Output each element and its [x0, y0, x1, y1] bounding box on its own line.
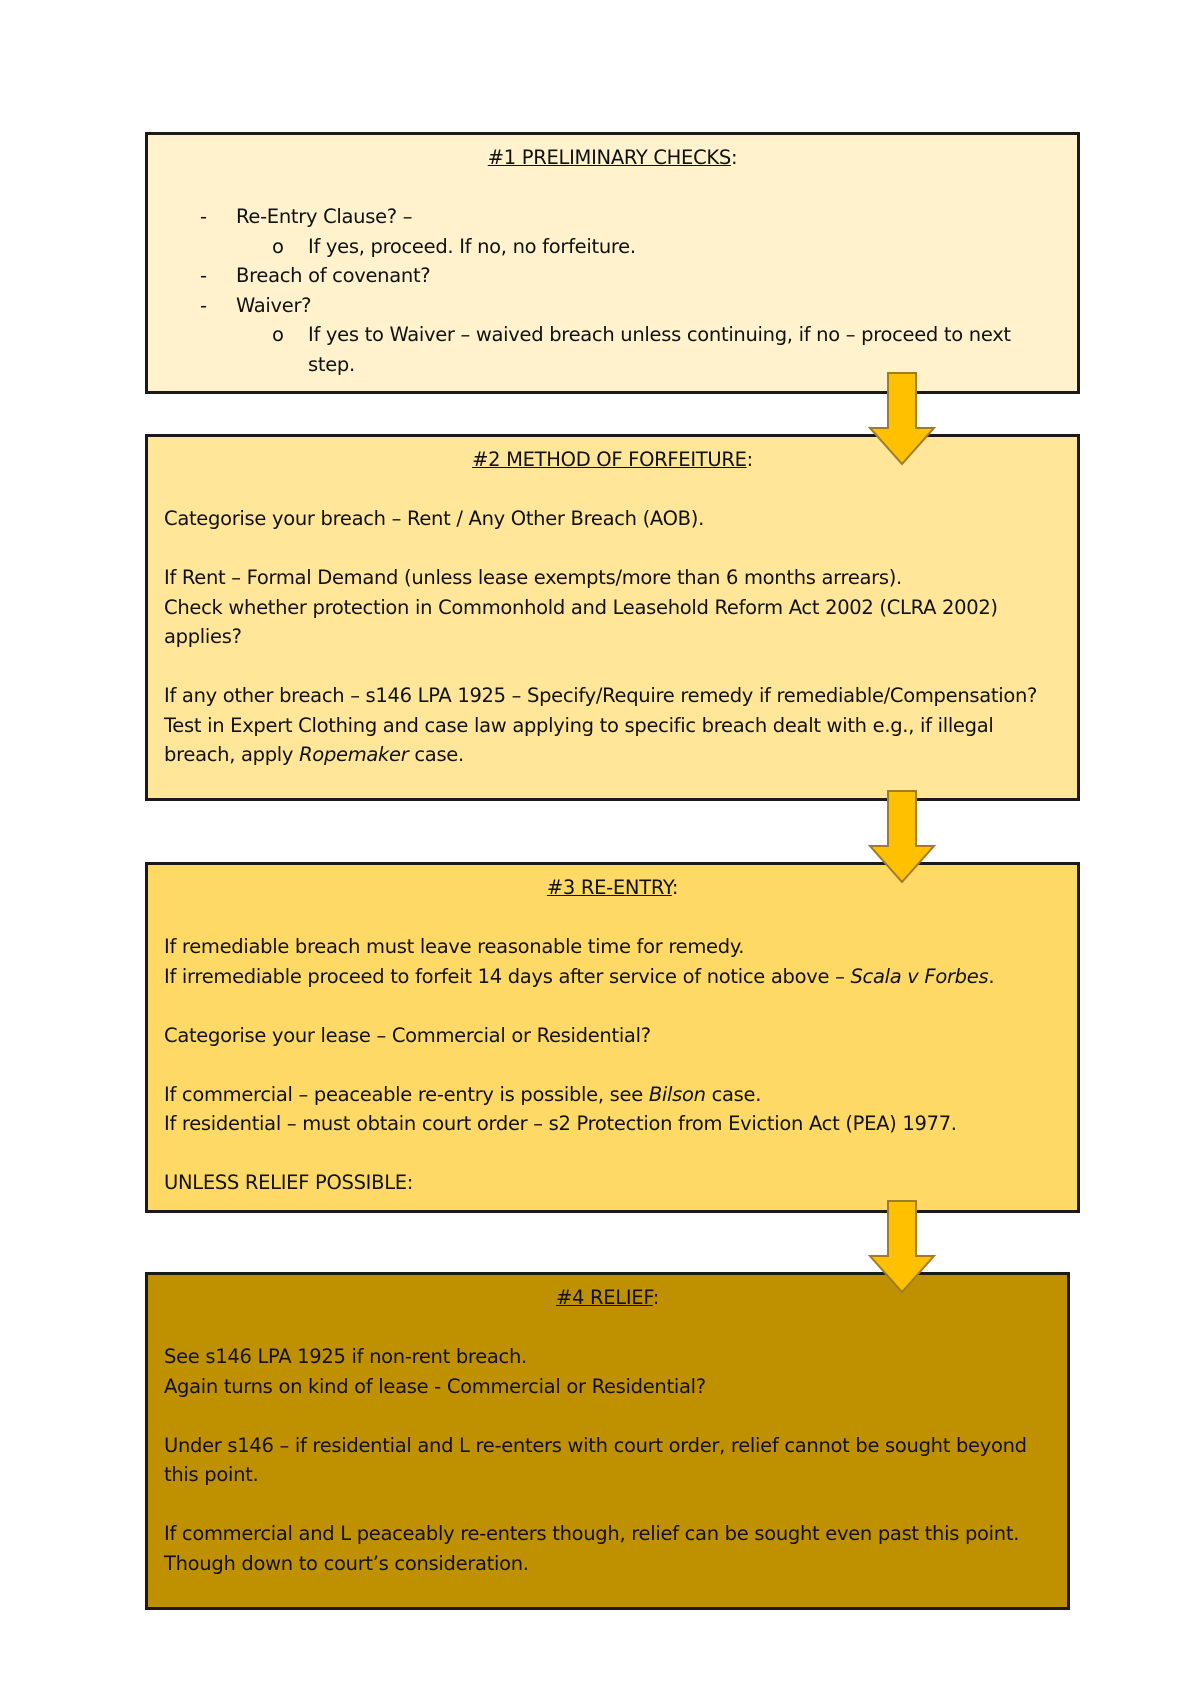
title-suffix: : — [730, 146, 738, 169]
text: If irremediable proceed to forfeit 14 days after service of notice above – — [164, 964, 851, 988]
text: case. — [408, 743, 464, 766]
sub-list-item: o If yes to Waiver – waived breach unless continuing, if no – proceed to next step. — [236, 320, 1061, 379]
paragraph: Categorise your breach – Rent / Any Other Breach (AOB). — [164, 507, 704, 530]
paragraph: If residential – must obtain court order – s2 Protection from Eviction Act (PEA) 1977. — [164, 1112, 957, 1135]
sub-list-item: o If yes, proceed. If no, no forfeiture. — [236, 232, 1061, 262]
paragraph — [164, 681, 1061, 770]
down-arrow-icon — [868, 1200, 936, 1296]
title-text: #1 PRELIMINARY CHECKS — [487, 146, 731, 169]
paragraph — [164, 962, 1061, 992]
case-name: Bilson — [648, 1082, 706, 1106]
paragraph: Check whether protection in Commonhold and Leasehold Reform Act 2002 (CLRA 2002) applies? — [164, 595, 998, 648]
text: If any other breach – s146 LPA 1925 – Specify/Require remedy if remediable/Compensation? Test in Expert Clothing and case law applying to specific breach dealt with e.g., if illegal breach, apply — [164, 684, 1038, 766]
list-item-text: Waiver? — [236, 293, 312, 317]
paragraph: If commercial and L peaceably re-enters though, relief can be sought even past this point. Though down to court’s consideration. — [164, 1522, 1020, 1575]
checks-list — [164, 202, 1061, 379]
case-name: Ropemaker — [299, 743, 409, 766]
title-text: #2 METHOD OF FORFEITURE — [472, 448, 747, 471]
paragraph: Again turns on kind of lease - Commercial or Residential? — [164, 1374, 706, 1398]
box-re-entry — [145, 862, 1080, 1213]
box-relief — [145, 1272, 1070, 1610]
title-text: #3 RE-ENTRY — [546, 876, 672, 899]
title-text: #4 RELIEF — [555, 1286, 653, 1309]
down-arrow-icon — [868, 790, 936, 886]
box-preliminary-checks — [145, 132, 1080, 394]
paragraph: UNLESS RELIEF POSSIBLE: — [164, 1171, 414, 1194]
paragraph: If remediable breach must leave reasonable time for remedy. — [164, 935, 745, 958]
title-suffix: : — [671, 876, 679, 899]
text: case. — [705, 1082, 762, 1106]
list-item — [164, 202, 1061, 261]
list-item-text: Re-Entry Clause? – — [236, 205, 413, 228]
title-suffix: : — [652, 1286, 660, 1309]
paragraph: See s146 LPA 1925 if non-rent breach. — [164, 1345, 527, 1368]
text: If commercial – peaceable re-entry is possible, see — [164, 1082, 649, 1106]
case-name: Scala v Forbes — [850, 964, 989, 988]
paragraph: Under s146 – if residential and L re-enters with court order, relief cannot be sought beyond this point. — [164, 1433, 1027, 1486]
paragraph — [164, 1080, 1061, 1110]
down-arrow-icon — [868, 372, 936, 468]
box-method-of-forfeiture — [145, 434, 1080, 801]
paragraph: If Rent – Formal Demand (unless lease exempts/more than 6 months arrears). — [164, 566, 902, 589]
paragraph: Categorise your lease – Commercial or Residential? — [164, 1023, 651, 1047]
title-suffix: : — [746, 448, 753, 471]
box-title — [164, 143, 1061, 173]
text: . — [988, 964, 995, 988]
list-item — [164, 261, 1061, 291]
list-item-text: Breach of covenant? — [236, 264, 431, 287]
list-item — [164, 291, 1061, 380]
